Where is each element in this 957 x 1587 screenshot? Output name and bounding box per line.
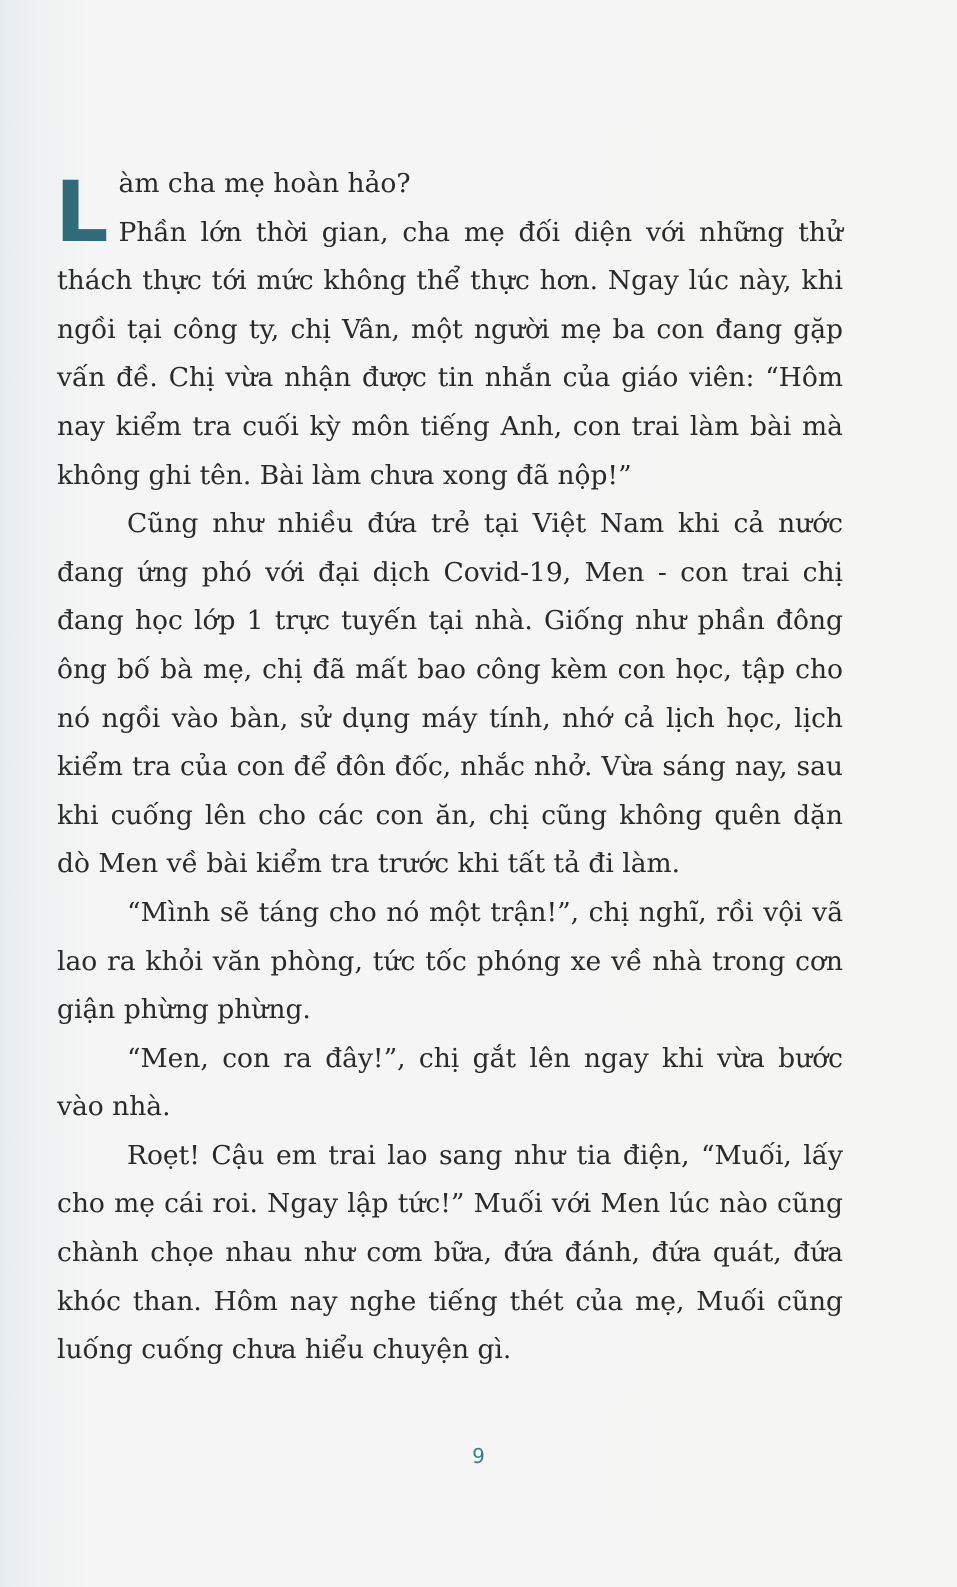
paragraph-heading-line: àm cha mẹ hoàn hảo? xyxy=(118,168,411,199)
paragraph: Roẹt! Cậu em trai lao sang như tia điện, “Muối, lấy cho mẹ cái roi. Ngay lập tức!” Muối với Men lúc nào cũng chành chọe nhau như cơm bữa, đứa đánh, đứa quát, đứa khóc than. Hôm nay nghe tiếng thét của mẹ, Muối cũng luống cuống chưa hiểu chuyện gì. xyxy=(57,1139,843,1366)
drop-cap: L xyxy=(55,163,109,261)
paragraph: Cũng như nhiều đứa trẻ tại Việt Nam khi cả nước đang ứng phó với đại dịch Covid-19, Men - con trai chị đang học lớp 1 trực tuyến tại nhà. Giống như phần đông ông bố bà mẹ, chị đã mất bao công kèm con học, tập cho nó ngồi vào bàn, sử dụng máy tính, nhớ cả lịch học, lịch kiểm tra của con để đôn đốc, nhắc nhở. Vừa sáng nay, sau khi cuống lên cho các con ăn, chị cũng không quên dặn dò Men về bài kiểm tra trước khi tất tả đi làm. xyxy=(57,508,843,880)
paragraph: “Men, con ra đây!”, chị gắt lên ngay khi vừa bước vào nhà. xyxy=(57,1042,843,1123)
paragraph: “Mình sẽ táng cho nó một trận!”, chị nghĩ, rồi vội vã lao ra khỏi văn phòng, tức tốc phóng xe về nhà trong cơn giận phừng phừng. xyxy=(57,896,843,1026)
body-text xyxy=(57,160,843,1375)
paragraph: Phần lớn thời gian, cha mẹ đối diện với những thử thách thực tới mức không thể thực hơn. Ngay lúc này, khi ngồi tại công ty, chị Vân, một người mẹ ba con đang gặp vấn đề. Chị vừa nhận được tin nhắn của giáo viên: “Hôm nay kiểm tra cuối kỳ môn tiếng Anh, con trai làm bài mà không ghi tên. Bài làm chưa xong đã nộp!” xyxy=(57,216,843,491)
page-number: 9 xyxy=(472,1444,485,1468)
